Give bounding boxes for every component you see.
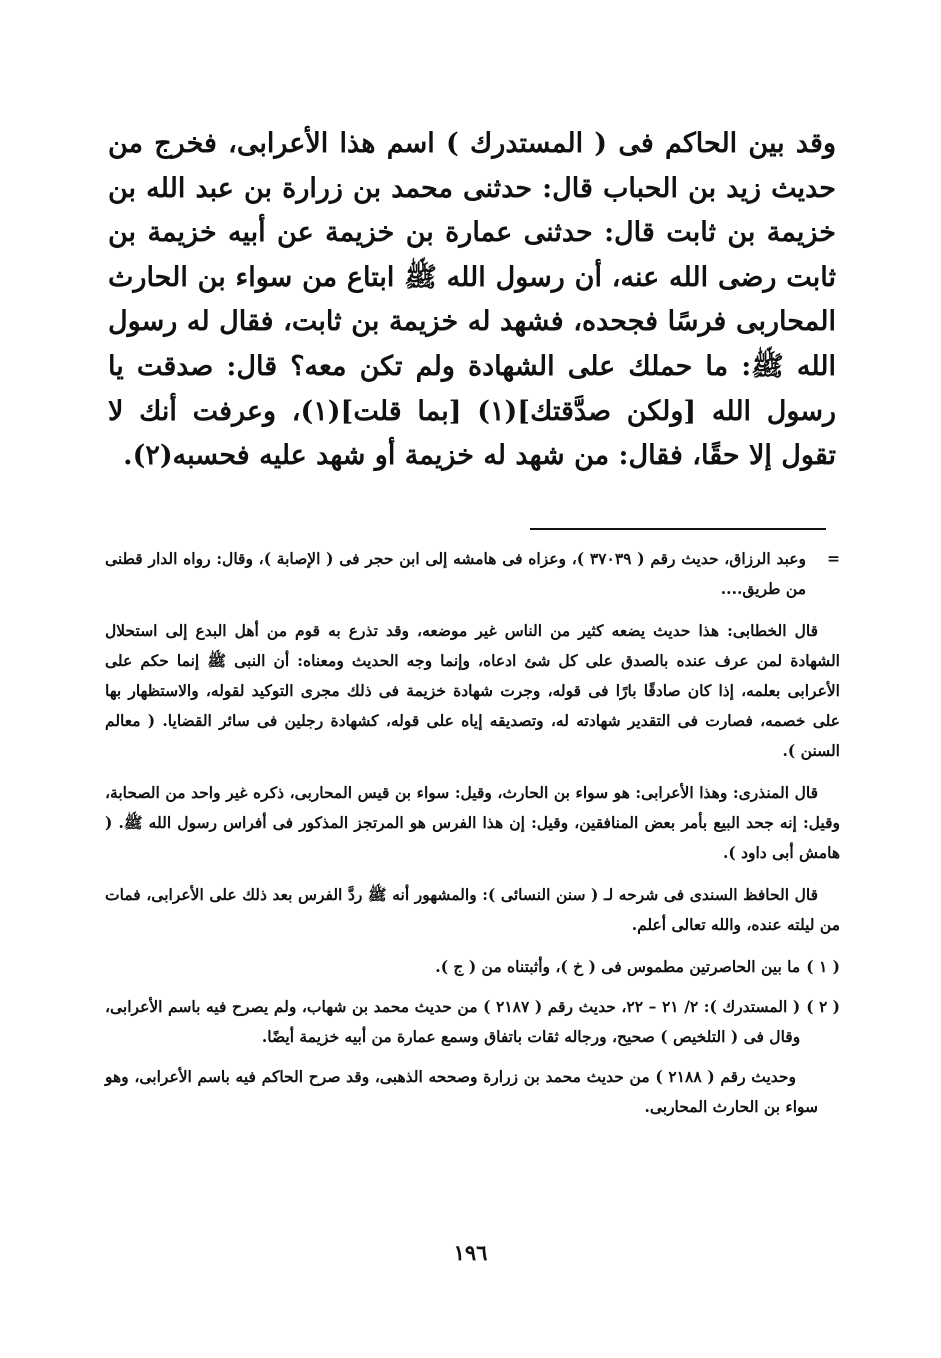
mundhiri-commentary: قال المنذرى: وهذا الأعرابى: هو سواء بن الحارث، وقيل: سواء بن قيس المحاربى، ذكره غير واحد من الصحابة، وقيل: إنه جحد البيع بأمر بعض المنافقين، وقيل: إن هذا الفرس هو المرتجز المذكور فى أفراس رسول الله ﷺ. ( هامش أبى داود ). — [105, 783, 840, 862]
footnote-1 — [105, 952, 840, 982]
main-paragraph: وقد بين الحاكم فى ( المستدرك ) اسم هذا الأعرابى، فخرج من حديث زيد بن الحباب قال: حدثنى محمد بن زرارة بن عبد الله بن خزيمة بن ثابت قال: حدثنى عمارة بن خزيمة عن أبيه خزيمة بن ثابت رضى الله عنه، أن رسول الله ﷺ ابتاع من سواء بن الحارث المحاربى فرسًا فجحده، فشهد له خزيمة بن ثابت، فقال له رسول الله ﷺ: ما حملك على الشهادة ولم تكن معه؟ قال: صدقت يا رسول الله [ولكن صدَّقتك](١) [بما قلت](١)، وعرفت أنك لا تقول إلا حقًا، فقال: من شهد له خزيمة أو شهد عليه فحسبه(٢). — [108, 128, 836, 472]
footnote-2-continuation: وحديث رقم ( ٢١٨٨ ) من حديث محمد بن زرارة وصححه الذهبى، وقد صرح الحاكم فيه باسم الأعرابى، وهو سواء بن الحارث المحاربى. — [105, 1067, 818, 1116]
khattabi-commentary: قال الخطابى: هذا حديث يضعه كثير من الناس غير موضعه، وقد تذرع به قوم من أهل البدع إلى استحلال الشهادة لمن عرف عنده بالصدق على كل شئ ادعاه، وإنما وجه الحديث ومعناه: أن النبى ﷺ إنما حكم على الأعرابى بعلمه، إذا كان صادقًا بارًا فى قوله، وجرت شهادة خزيمة فى ذلك مجرى التوكيد لقوله، والاستظهار بها على خصمه، فصارت فى التقدير شهادته له، وتصديقه إياه على قوله، كشهادة رجلين فى سائر القضايا. ( معالم السنن ). — [105, 621, 840, 760]
page-number: ١٩٦ — [453, 1240, 488, 1265]
footnotes-section — [105, 544, 840, 1134]
footnote-continuation — [105, 544, 840, 604]
main-text-block — [108, 122, 836, 479]
footnote-2 — [105, 992, 840, 1052]
footnote-2-text: ( المستدرك ): ٢/ ٢١ – ٢٢، حديث رقم ( ٢١٨٧ ) من حديث محمد بن شهاب، ولم يصرح فيه باسم الأعرابى، وقال فى ( التلخيص ) صحيح، ورجاله ثقات باتفاق وسمع عمارة من أبيه خزيمة أيضًا. — [105, 997, 801, 1046]
continuation-marker: = — [827, 549, 840, 568]
footnote-1-text: ما بين الحاصرتين مطموس فى ( خ )، وأثبتناه من ( ج ). — [435, 957, 801, 976]
footnote-separator — [530, 528, 826, 530]
footnote-2-marker: ( ٢ ) — [806, 997, 840, 1016]
footnote-1-marker: ( ١ ) — [806, 957, 840, 976]
continuation-text: وعبد الرزاق، حديث رقم ( ٣٧٠٣٩ )، وعزاه فى هامشه إلى ابن حجر فى ( الإصابة )، وقال: رواه الدار قطنى من طريق.... — [105, 549, 806, 598]
sindi-commentary: قال الحافظ السندى فى شرحه لـ ( سنن النسائى ): والمشهور أنه ﷺ ردَّ الفرس بعد ذلك على الأعرابى، فمات من ليلته عنده، والله تعالى أعلم. — [105, 885, 840, 934]
